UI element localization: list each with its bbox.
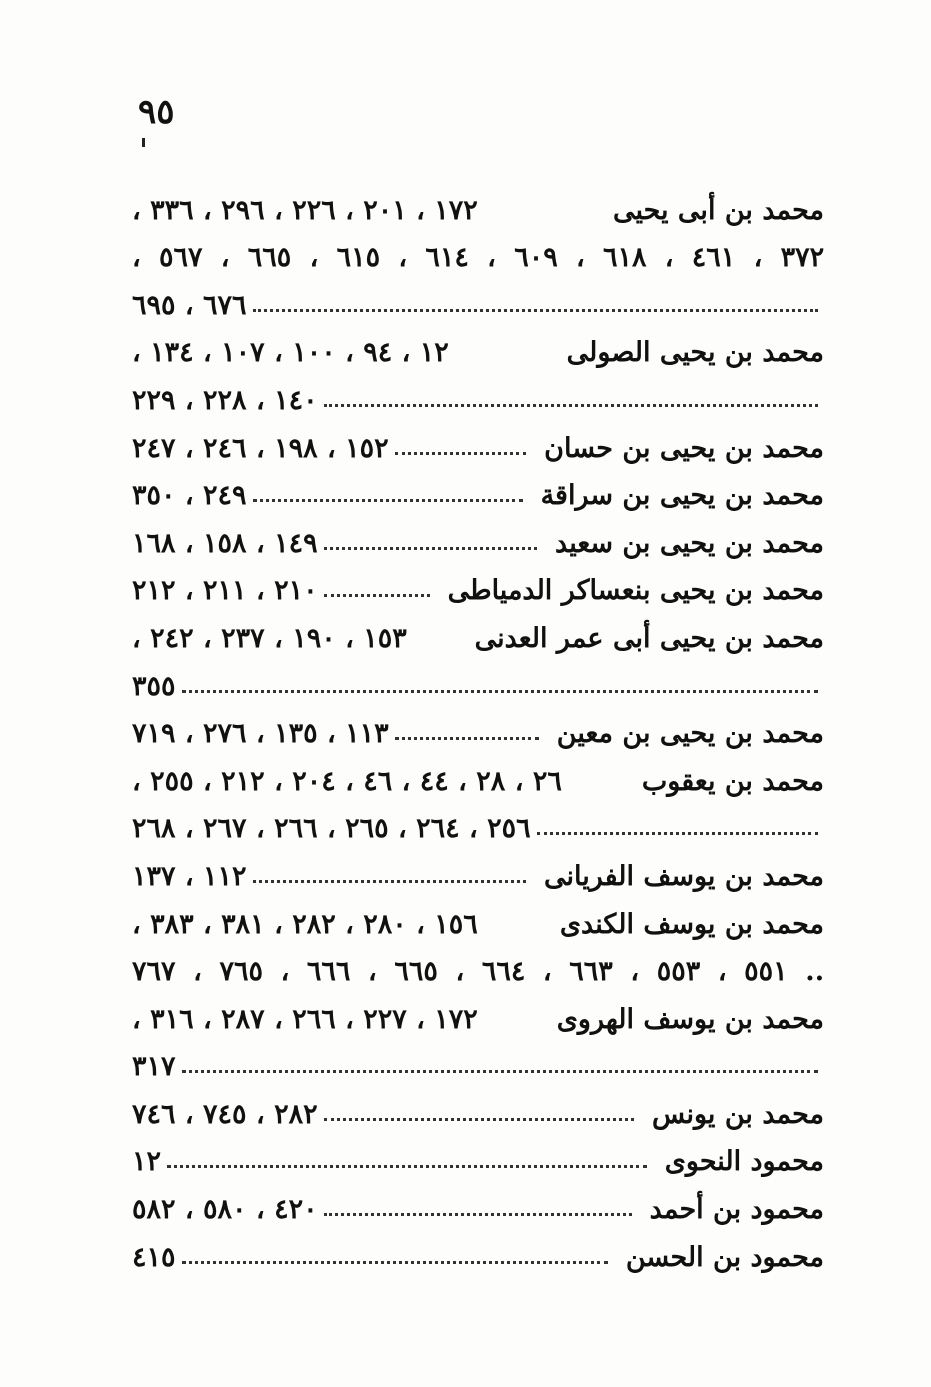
dot-leader	[537, 832, 818, 835]
entry-page-refs: ١١٣ ، ١٣٥ ، ٢٧٦ ، ٧١٩	[132, 718, 389, 750]
page-number-mark	[142, 138, 145, 147]
dot-leader	[182, 1261, 608, 1264]
entry-page-refs: ٤١٥	[132, 1241, 176, 1273]
entry-name: محمد بن يونس	[652, 1098, 824, 1130]
entry-page-refs: ١٤٩ ، ١٥٨ ، ١٦٨	[132, 527, 318, 559]
entry-name: محمد بن يحيى أبى عمر العدنى	[474, 622, 824, 654]
dot-leader	[324, 404, 818, 407]
index-entry-line	[132, 1082, 824, 1130]
index-entry-line	[132, 1225, 824, 1273]
entry-page-refs: ١٢	[132, 1146, 162, 1178]
index-entry-line	[132, 987, 824, 1035]
index-entry-line	[132, 1177, 824, 1225]
index-entry-line	[132, 464, 824, 512]
name-index-list	[132, 178, 824, 1273]
index-entry-line	[132, 273, 824, 321]
index-entry-line	[132, 1130, 824, 1178]
dot-leader	[253, 309, 818, 312]
entry-name: محمد بن يحيى بن حسان	[544, 432, 824, 464]
entry-name: محمود بن الحسن	[625, 1241, 824, 1273]
index-entry-line	[132, 702, 824, 750]
entry-page-refs: ٦٧٦ ، ٦٩٥	[132, 289, 247, 321]
entry-page-refs: ١٥٦ ، ٢٨٠ ، ٢٨٢ ، ٣٨١ ، ٣٨٣ ،	[132, 908, 478, 940]
dot-leader	[167, 1165, 647, 1168]
index-entry-line	[132, 368, 824, 416]
dot-leader	[253, 880, 526, 883]
entry-name: محمد بن يحيى الصولى	[566, 337, 824, 369]
index-entry-line	[132, 511, 824, 559]
dot-leader	[324, 1118, 634, 1121]
entry-page-refs: ١٧٢ ، ٢٢٧ ، ٢٦٦ ، ٢٨٧ ، ٣١٦ ،	[132, 1003, 478, 1035]
dot-leader	[395, 452, 527, 455]
index-entry-line	[132, 749, 824, 797]
entry-page-refs: ٣٥٥	[132, 670, 176, 702]
dot-leader	[324, 547, 537, 550]
page-number: ٩٥	[138, 92, 175, 132]
dot-leader	[182, 1070, 818, 1073]
entry-name: محمد بن يعقوب	[641, 765, 824, 797]
dot-leader	[253, 499, 523, 502]
entry-page-refs: ١٤٠ ، ٢٢٨ ، ٢٢٩	[132, 384, 318, 416]
index-entry-line	[132, 178, 824, 226]
dot-leader	[324, 594, 430, 597]
entry-name: محمد بن يحيى بن سراقة	[540, 480, 824, 512]
entry-name: محمود بن أحمد	[649, 1194, 824, 1226]
index-entry-line	[132, 892, 824, 940]
entry-name: محمد بن يوسف الكندى	[559, 908, 824, 940]
entry-name: محمود النحوى	[664, 1146, 824, 1178]
entry-page-refs: ١٥٣ ، ١٩٠ ، ٢٣٧ ، ٢٤٢ ،	[132, 622, 407, 654]
index-entry-line	[132, 940, 824, 988]
index-entry-line	[132, 416, 824, 464]
index-entry-line	[132, 226, 824, 274]
entry-name: محمد بن أبى يحيى	[612, 194, 824, 226]
index-entry-line	[132, 321, 824, 369]
entry-name: محمد بن يحيى بنعساكر الدمياطى	[447, 575, 824, 607]
entry-name: محمد بن يحيى بن سعيد	[555, 527, 824, 559]
entry-page-refs: ٤٢٠ ، ٥٨٠ ، ٥٨٢	[132, 1194, 318, 1226]
index-entry-line	[132, 844, 824, 892]
entry-page-refs: ٢٤٩ ، ٣٥٠	[132, 480, 247, 512]
entry-page-refs: .. ٥٥١ ، ٥٥٣ ، ٦٦٣ ، ٦٦٤ ، ٦٦٥ ، ٦٦٦ ، ٧٦٥ ، ٧٦٧	[132, 956, 824, 988]
index-entry-line	[132, 1035, 824, 1083]
entry-name: محمد بن يوسف الفريانى	[543, 860, 824, 892]
entry-page-refs: ١٢ ، ٩٤ ، ١٠٠ ، ١٠٧ ، ١٣٤ ،	[132, 337, 449, 369]
entry-page-refs: ٣١٧	[132, 1051, 176, 1083]
entry-page-refs: ١٧٢ ، ٢٠١ ، ٢٢٦ ، ٢٩٦ ، ٣٣٦ ،	[132, 194, 478, 226]
entry-name: محمد بن يوسف الهروى	[556, 1003, 824, 1035]
entry-page-refs: ٢٨٢ ، ٧٤٥ ، ٧٤٦	[132, 1098, 318, 1130]
entry-page-refs: ٢٥٦ ، ٢٦٤ ، ٢٦٥ ، ٢٦٦ ، ٢٦٧ ، ٢٦٨	[132, 813, 531, 845]
dot-leader	[324, 1213, 632, 1216]
index-entry-line	[132, 606, 824, 654]
entry-page-refs: ١١٢ ، ١٣٧	[132, 860, 247, 892]
index-entry-line	[132, 797, 824, 845]
dot-leader	[395, 737, 539, 740]
dot-leader	[182, 690, 818, 693]
entry-name: محمد بن يحيى بن معين	[556, 718, 824, 750]
entry-page-refs: ١٥٢ ، ١٩٨ ، ٢٤٦ ، ٢٤٧	[132, 432, 389, 464]
entry-page-refs: ٢٦ ، ٢٨ ، ٤٤ ، ٤٦ ، ٢٠٤ ، ٢١٢ ، ٢٥٥ ،	[132, 765, 562, 797]
index-entry-line	[132, 654, 824, 702]
entry-page-refs: ٢١٠ ، ٢١١ ، ٢١٢	[132, 575, 318, 607]
entry-page-refs: ٣٧٢ ، ٤٦١ ، ٦١٨ ، ٦٠٩ ، ٦١٤ ، ٦١٥ ، ٦٦٥ ، ٥٦٧ ،	[132, 242, 824, 274]
index-entry-line	[132, 559, 824, 607]
